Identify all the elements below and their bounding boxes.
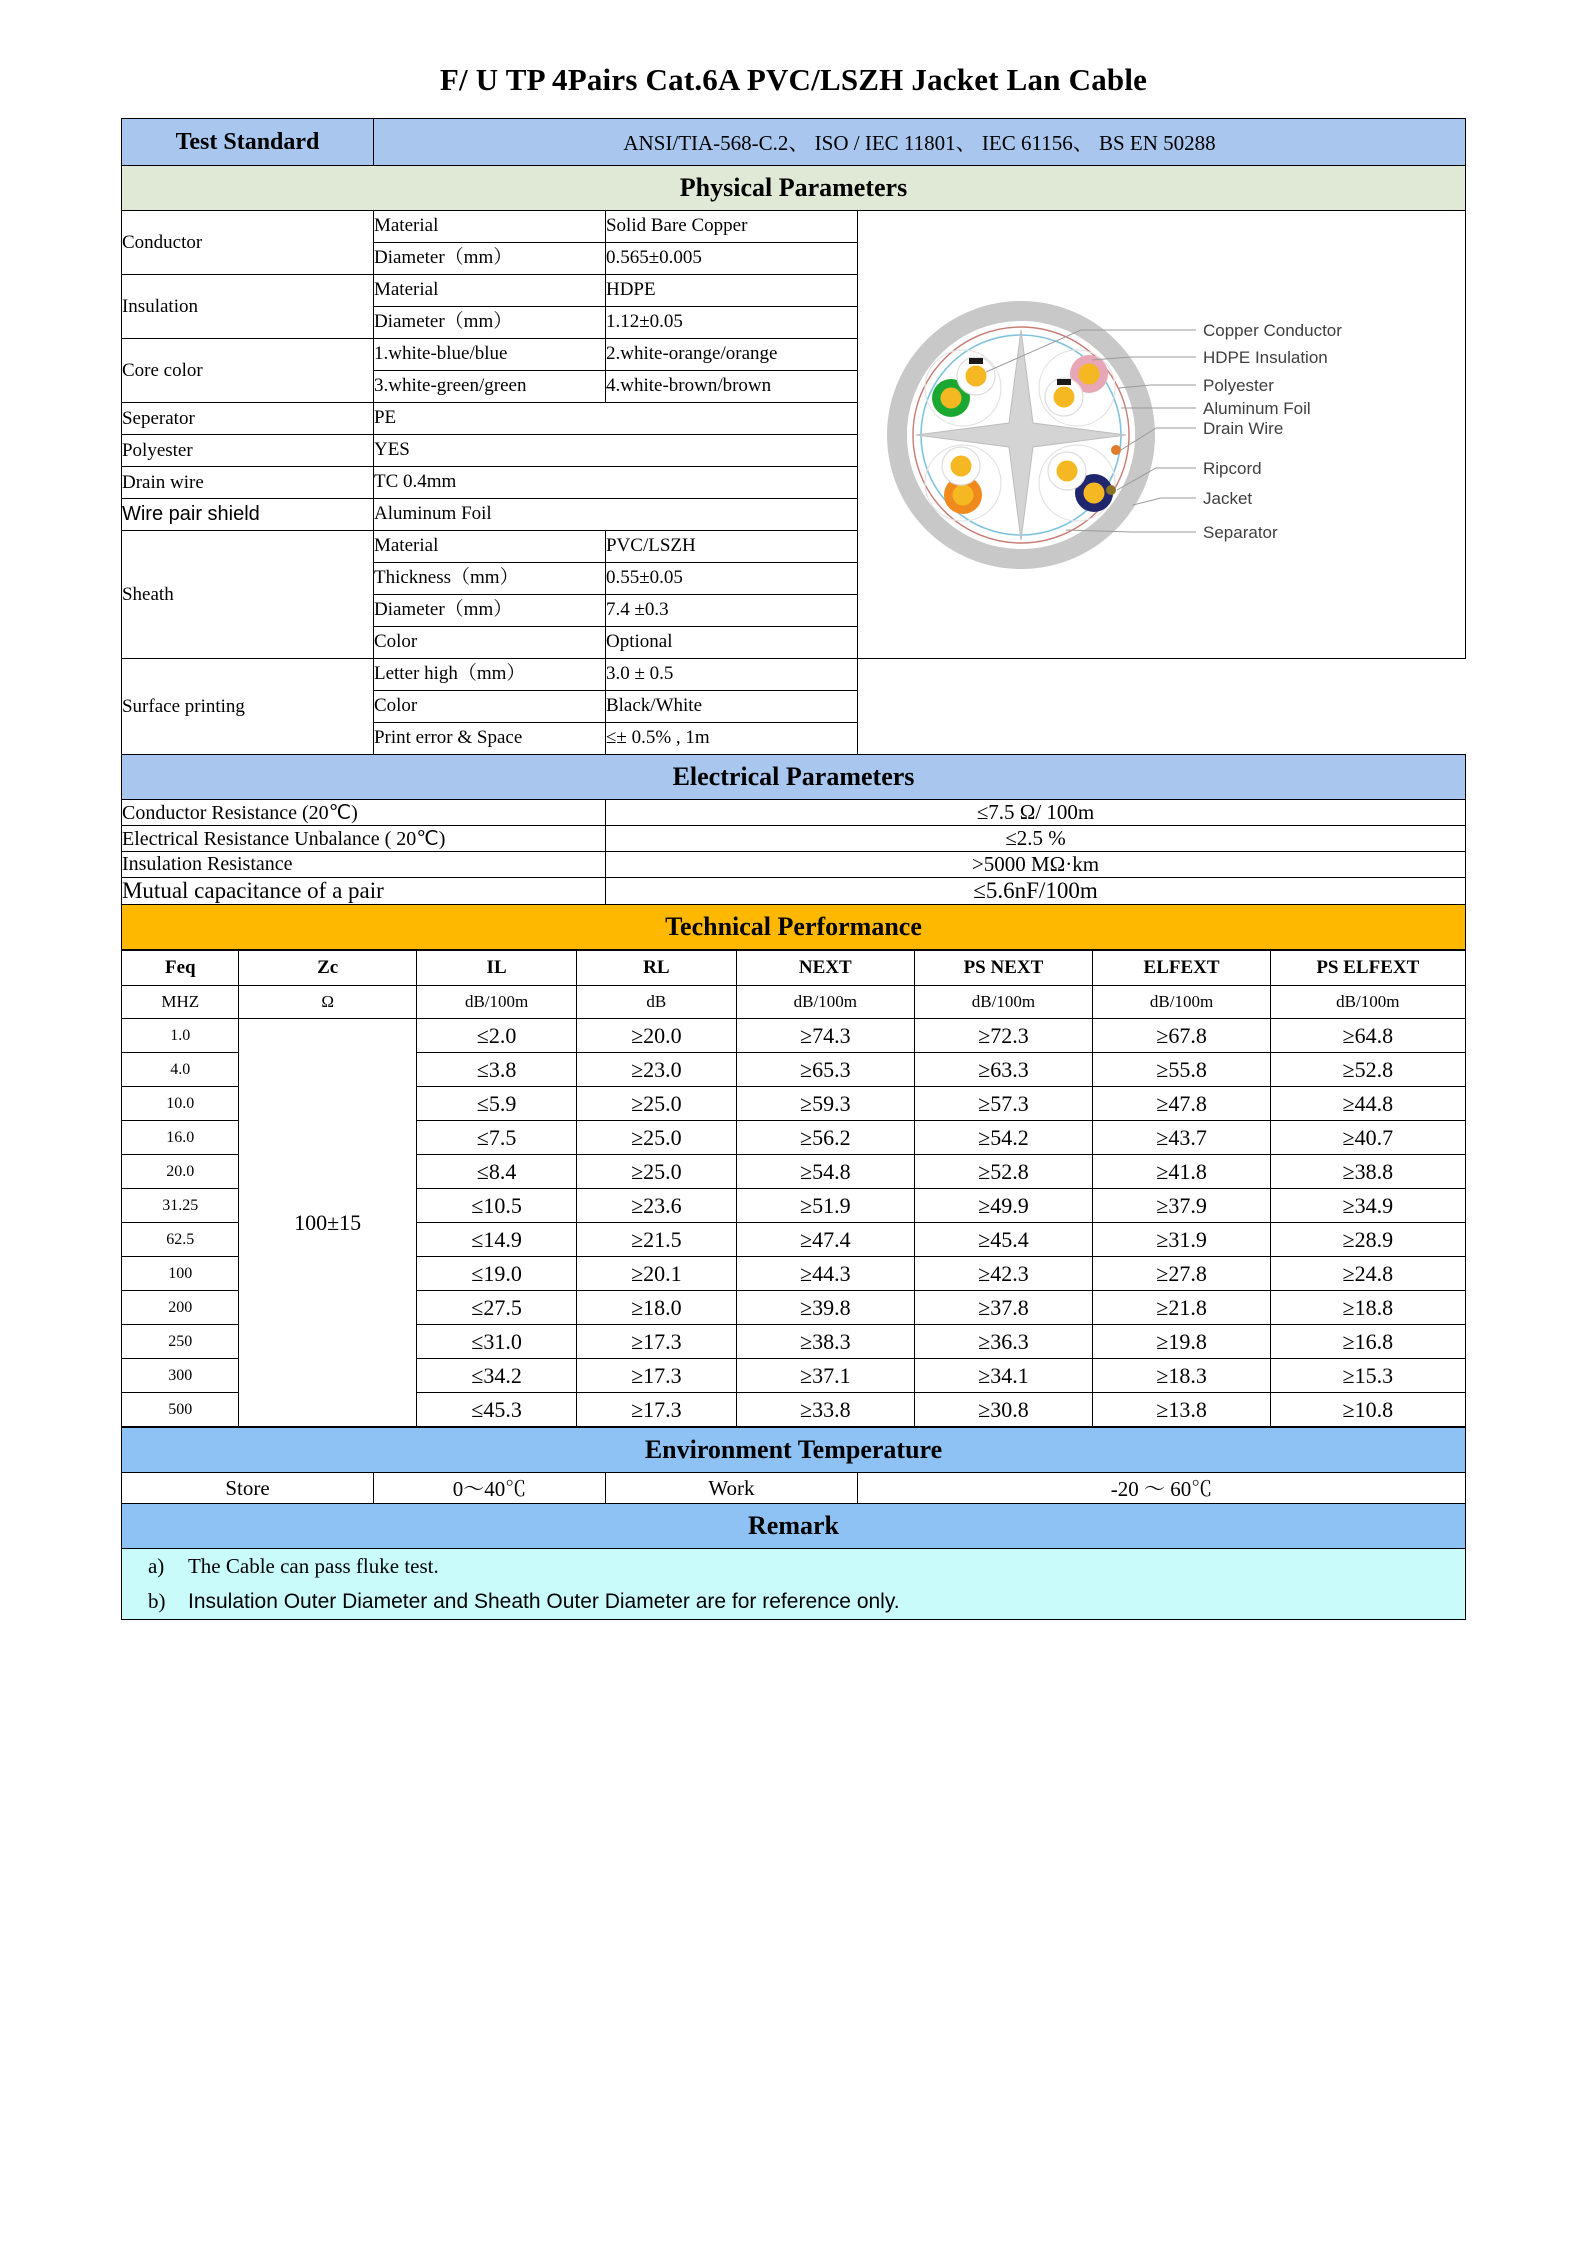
perf-pselfext: ≥15.3 <box>1271 1359 1465 1393</box>
perf-next: ≥39.8 <box>736 1291 914 1325</box>
perf-psnext: ≥42.3 <box>914 1257 1092 1291</box>
diagram-label-separator: Separator <box>1203 522 1279 542</box>
technical-performance-heading: Technical Performance <box>121 905 1465 950</box>
environment-values-row <box>121 1473 1465 1504</box>
resistance-unbalance-value: ≤2.5 % <box>605 826 1465 852</box>
sheath-label: Sheath <box>121 531 373 659</box>
drain-wire-label: Drain wire <box>121 467 373 499</box>
perf-il: ≤27.5 <box>417 1291 577 1325</box>
insulation-diameter-name: Diameter（mm） <box>373 307 605 339</box>
technical-performance-table <box>121 950 1465 1427</box>
perf-pselfext: ≥64.8 <box>1271 1019 1465 1053</box>
perf-il: ≤7.5 <box>417 1121 577 1155</box>
diagram-label-polyester: Polyester <box>1203 375 1275 395</box>
perf-next: ≥59.3 <box>736 1087 914 1121</box>
print-error-value: ≤± 0.5% , 1m <box>605 723 857 755</box>
perf-next: ≥47.4 <box>736 1223 914 1257</box>
perf-il: ≤14.9 <box>417 1223 577 1257</box>
surface-printing-label: Surface printing <box>121 659 373 755</box>
table-row <box>121 852 1465 878</box>
brown-conductor <box>1079 363 1100 384</box>
white-orange-conductor <box>951 455 972 476</box>
perf-rl: ≥23.0 <box>576 1053 736 1087</box>
perf-rl: ≥18.0 <box>576 1291 736 1325</box>
technical-performance-table-row <box>121 950 1465 1428</box>
letter-high-name: Letter high（mm） <box>373 659 605 691</box>
insulation-resistance-label: Insulation Resistance <box>121 852 605 878</box>
remark-key-a: a) <box>147 1554 165 1578</box>
mutual-capacitance-label: Mutual capacitance of a pair <box>121 878 605 905</box>
perf-unit-ps-elfext: dB/100m <box>1271 986 1465 1019</box>
core-color-label: Core color <box>121 339 373 403</box>
perf-il: ≤31.0 <box>417 1325 577 1359</box>
sheath-color-name: Color <box>373 627 605 659</box>
drain-wire-dot <box>1111 445 1121 455</box>
insulation-diameter-value: 1.12±0.05 <box>605 307 857 339</box>
sheath-diameter-value: 7.4 ±0.3 <box>605 595 857 627</box>
perf-il: ≤45.3 <box>417 1393 577 1427</box>
conductor-material-name: Material <box>373 211 605 243</box>
wire-pair-shield-label: Wire pair shield <box>121 499 373 531</box>
perf-elfext: ≥31.9 <box>1092 1223 1270 1257</box>
perf-psnext: ≥34.1 <box>914 1359 1092 1393</box>
perf-pselfext: ≥16.8 <box>1271 1325 1465 1359</box>
perf-pselfext: ≥44.8 <box>1271 1087 1465 1121</box>
mutual-capacitance-value: ≤5.6nF/100m <box>605 878 1465 905</box>
diagram-label-aluminum-foil: Aluminum Foil <box>1203 398 1312 418</box>
perf-next: ≥65.3 <box>736 1053 914 1087</box>
perf-freq: 20.0 <box>122 1155 239 1189</box>
table-row <box>121 659 1465 691</box>
remark-content-row <box>121 1549 1465 1620</box>
seperator-label: Seperator <box>121 403 373 435</box>
perf-pselfext: ≥10.8 <box>1271 1393 1465 1427</box>
perf-psnext: ≥57.3 <box>914 1087 1092 1121</box>
printing-color-name: Color <box>373 691 605 723</box>
perf-freq: 500 <box>122 1393 239 1427</box>
perf-rl: ≥23.6 <box>576 1189 736 1223</box>
insulation-material-name: Material <box>373 275 605 307</box>
perf-freq: 16.0 <box>122 1121 239 1155</box>
perf-il: ≤8.4 <box>417 1155 577 1189</box>
perf-header-ps-next: PS NEXT <box>914 951 1092 986</box>
test-standard-row <box>121 119 1465 166</box>
perf-header-next: NEXT <box>736 951 914 986</box>
perf-rl: ≥17.3 <box>576 1359 736 1393</box>
perf-freq: 250 <box>122 1325 239 1359</box>
perf-header-row <box>122 951 1465 986</box>
technical-section-banner-row <box>121 905 1465 950</box>
orange-conductor <box>953 484 974 505</box>
perf-il: ≤10.5 <box>417 1189 577 1223</box>
sheath-material-value: PVC/LSZH <box>605 531 857 563</box>
perf-header-il: IL <box>417 951 577 986</box>
perf-pselfext: ≥38.8 <box>1271 1155 1465 1189</box>
perf-elfext: ≥47.8 <box>1092 1087 1270 1121</box>
remark-key-b: b) <box>147 1589 166 1613</box>
perf-pselfext: ≥28.9 <box>1271 1223 1465 1257</box>
datasheet-table <box>121 118 1466 1620</box>
table-row <box>121 211 1465 243</box>
perf-next: ≥44.3 <box>736 1257 914 1291</box>
page-title: F/ U TP 4Pairs Cat.6A PVC/LSZH Jacket Lan Cable <box>439 62 1148 97</box>
perf-freq: 200 <box>122 1291 239 1325</box>
perf-elfext: ≥41.8 <box>1092 1155 1270 1189</box>
perf-psnext: ≥52.8 <box>914 1155 1092 1189</box>
electrical-section-banner-row <box>121 755 1465 800</box>
perf-psnext: ≥36.3 <box>914 1325 1092 1359</box>
remark-item-b <box>122 1584 1465 1619</box>
resistance-unbalance-label: Electrical Resistance Unbalance ( 20℃) <box>121 826 605 852</box>
perf-unit-next: dB/100m <box>736 986 914 1019</box>
diagram-label-drain-wire: Drain Wire <box>1203 418 1284 438</box>
perf-unit-feq: MHZ <box>122 986 239 1019</box>
perf-header-zc: Zc <box>239 951 417 986</box>
conductor-material-value: Solid Bare Copper <box>605 211 857 243</box>
core-color-2: 2.white-orange/orange <box>605 339 857 371</box>
table-row <box>122 1019 1465 1053</box>
polyester-value: YES <box>373 435 857 467</box>
perf-psnext: ≥63.3 <box>914 1053 1092 1087</box>
insulation-label: Insulation <box>121 275 373 339</box>
white-brown-stripe <box>1057 379 1071 385</box>
conductor-resistance-value: ≤7.5 Ω/ 100m <box>605 800 1465 826</box>
perf-psnext: ≥30.8 <box>914 1393 1092 1427</box>
perf-next: ≥38.3 <box>736 1325 914 1359</box>
perf-pselfext: ≥18.8 <box>1271 1291 1465 1325</box>
perf-psnext: ≥37.8 <box>914 1291 1092 1325</box>
remark-text-a: The Cable can pass fluke test. <box>187 1554 439 1578</box>
perf-rl: ≥20.0 <box>576 1019 736 1053</box>
conductor-resistance-label: Conductor Resistance (20℃) <box>121 800 605 826</box>
remark-content <box>121 1549 1465 1620</box>
drain-wire-value: TC 0.4mm <box>373 467 857 499</box>
work-label: Work <box>605 1473 857 1504</box>
environment-temperature-heading: Environment Temperature <box>121 1428 1465 1473</box>
perf-psnext: ≥54.2 <box>914 1121 1092 1155</box>
environment-section-banner-row <box>121 1428 1465 1473</box>
perf-pselfext: ≥40.7 <box>1271 1121 1465 1155</box>
perf-freq: 4.0 <box>122 1053 239 1087</box>
electrical-parameters-heading: Electrical Parameters <box>121 755 1465 800</box>
perf-rl: ≥25.0 <box>576 1121 736 1155</box>
table-row <box>121 826 1465 852</box>
perf-psnext: ≥72.3 <box>914 1019 1092 1053</box>
perf-header-elfext: ELFEXT <box>1092 951 1270 986</box>
polyester-label: Polyester <box>121 435 373 467</box>
perf-freq: 10.0 <box>122 1087 239 1121</box>
perf-psnext: ≥49.9 <box>914 1189 1092 1223</box>
white-brown-conductor <box>1054 386 1075 407</box>
perf-elfext: ≥18.3 <box>1092 1359 1270 1393</box>
perf-zc-value: 100±15 <box>239 1019 417 1427</box>
perf-next: ≥74.3 <box>736 1019 914 1053</box>
white-blue-conductor <box>1057 460 1078 481</box>
insulation-resistance-value: >5000 MΩ·km <box>605 852 1465 878</box>
perf-next: ≥33.8 <box>736 1393 914 1427</box>
blue-conductor <box>1084 482 1105 503</box>
perf-elfext: ≥19.8 <box>1092 1325 1270 1359</box>
perf-freq: 300 <box>122 1359 239 1393</box>
insulation-material-value: HDPE <box>605 275 857 307</box>
perf-rl: ≥25.0 <box>576 1155 736 1189</box>
sheath-color-value: Optional <box>605 627 857 659</box>
store-label: Store <box>121 1473 373 1504</box>
perf-next: ≥56.2 <box>736 1121 914 1155</box>
diagram-label-jacket: Jacket <box>1203 488 1253 508</box>
perf-next: ≥54.8 <box>736 1155 914 1189</box>
perf-elfext: ≥55.8 <box>1092 1053 1270 1087</box>
perf-il: ≤34.2 <box>417 1359 577 1393</box>
perf-elfext: ≥67.8 <box>1092 1019 1270 1053</box>
perf-rl: ≥17.3 <box>576 1325 736 1359</box>
perf-elfext: ≥27.8 <box>1092 1257 1270 1291</box>
perf-freq: 1.0 <box>122 1019 239 1053</box>
perf-unit-il: dB/100m <box>417 986 577 1019</box>
diagram-label-hdpe-insulation: HDPE Insulation <box>1203 347 1329 367</box>
store-value: 0～40℃ <box>373 1473 605 1504</box>
perf-il: ≤19.0 <box>417 1257 577 1291</box>
perf-elfext: ≥43.7 <box>1092 1121 1270 1155</box>
sheath-diameter-name: Diameter（mm） <box>373 595 605 627</box>
perf-rl: ≥20.1 <box>576 1257 736 1291</box>
cable-diagram-svg <box>881 280 1441 590</box>
diagram-label-ripcord: Ripcord <box>1203 458 1263 478</box>
technical-performance-container <box>121 950 1465 1428</box>
perf-units-row <box>122 986 1465 1019</box>
perf-freq: 31.25 <box>122 1189 239 1223</box>
perf-pselfext: ≥52.8 <box>1271 1053 1465 1087</box>
seperator-value: PE <box>373 403 857 435</box>
remark-section-banner-row <box>121 1504 1465 1549</box>
perf-next: ≥51.9 <box>736 1189 914 1223</box>
remark-heading: Remark <box>121 1504 1465 1549</box>
remark-item-a <box>122 1549 1465 1584</box>
perf-header-feq: Feq <box>122 951 239 986</box>
print-error-name: Print error & Space <box>373 723 605 755</box>
work-value: -20 ～ 60℃ <box>857 1473 1465 1504</box>
cable-cross-section-diagram <box>857 211 1465 659</box>
perf-elfext: ≥13.8 <box>1092 1393 1270 1427</box>
white-green-conductor <box>966 365 987 386</box>
physical-section-banner-row <box>121 166 1465 211</box>
white-green-stripe <box>969 358 983 364</box>
perf-rl: ≥21.5 <box>576 1223 736 1257</box>
perf-elfext: ≥21.8 <box>1092 1291 1270 1325</box>
printing-color-value: Black/White <box>605 691 857 723</box>
perf-unit-rl: dB <box>576 986 736 1019</box>
sheath-thickness-name: Thickness（mm） <box>373 563 605 595</box>
perf-il: ≤5.9 <box>417 1087 577 1121</box>
perf-pselfext: ≥34.9 <box>1271 1189 1465 1223</box>
perf-unit-ps-next: dB/100m <box>914 986 1092 1019</box>
perf-pselfext: ≥24.8 <box>1271 1257 1465 1291</box>
core-color-4: 4.white-brown/brown <box>605 371 857 403</box>
conductor-diameter-value: 0.565±0.005 <box>605 243 857 275</box>
letter-high-value: 3.0 ± 0.5 <box>605 659 857 691</box>
perf-next: ≥37.1 <box>736 1359 914 1393</box>
sheath-thickness-value: 0.55±0.05 <box>605 563 857 595</box>
perf-rl: ≥17.3 <box>576 1393 736 1427</box>
perf-freq: 62.5 <box>122 1223 239 1257</box>
perf-unit-zc: Ω <box>239 986 417 1019</box>
perf-il: ≤3.8 <box>417 1053 577 1087</box>
table-row <box>121 800 1465 826</box>
core-color-3: 3.white-green/green <box>373 371 605 403</box>
table-row <box>121 878 1465 905</box>
perf-freq: 100 <box>122 1257 239 1291</box>
green-conductor <box>941 387 962 408</box>
test-standard-value: ANSI/TIA-568-C.2、 ISO / IEC 11801、 IEC 61156、 BS EN 50288 <box>373 119 1465 166</box>
perf-unit-elfext: dB/100m <box>1092 986 1270 1019</box>
remark-text-b: Insulation Outer Diameter and Sheath Outer Diameter are for reference only. <box>187 1590 900 1613</box>
perf-psnext: ≥45.4 <box>914 1223 1092 1257</box>
conductor-label: Conductor <box>121 211 373 275</box>
perf-elfext: ≥37.9 <box>1092 1189 1270 1223</box>
perf-header-rl: RL <box>576 951 736 986</box>
sheath-material-name: Material <box>373 531 605 563</box>
core-color-1: 1.white-blue/blue <box>373 339 605 371</box>
conductor-diameter-name: Diameter（mm） <box>373 243 605 275</box>
diagram-label-copper-conductor: Copper Conductor <box>1203 320 1343 340</box>
perf-rl: ≥25.0 <box>576 1087 736 1121</box>
wire-pair-shield-value: Aluminum Foil <box>373 499 857 531</box>
physical-parameters-heading: Physical Parameters <box>121 166 1465 211</box>
leader-jacket <box>1133 498 1196 505</box>
test-standard-label: Test Standard <box>121 119 373 166</box>
perf-header-ps-elfext: PS ELFEXT <box>1271 951 1465 986</box>
ripcord-dot <box>1106 485 1116 495</box>
perf-il: ≤2.0 <box>417 1019 577 1053</box>
